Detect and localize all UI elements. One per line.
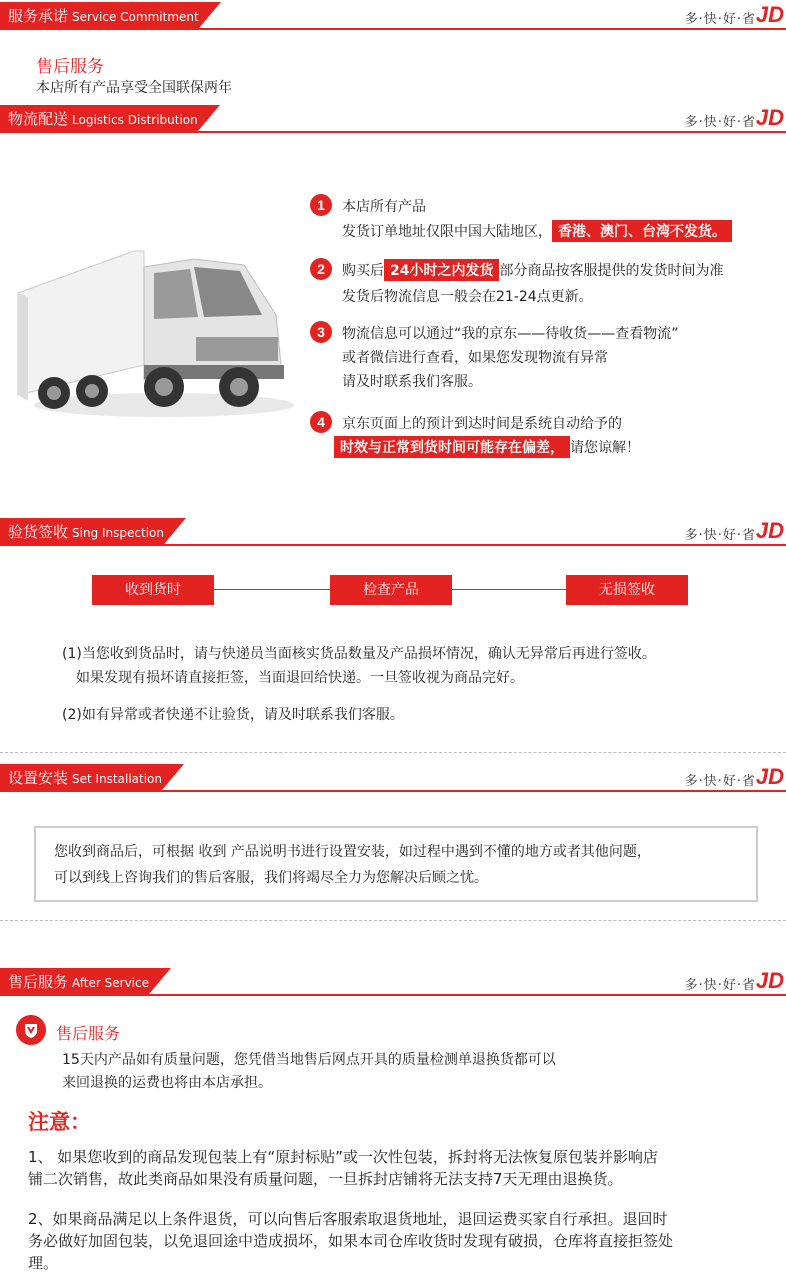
step-receive: 收到货时 bbox=[92, 575, 214, 605]
step-sign: 无损签收 bbox=[566, 575, 688, 605]
after-service-header: 售后服务 After Service 多·快·好·省 JD bbox=[0, 968, 786, 996]
truck-image bbox=[14, 245, 294, 425]
step-number-4: 4 bbox=[310, 411, 332, 433]
install-box bbox=[34, 826, 758, 902]
notice-title: 注意： bbox=[28, 1110, 91, 1134]
section-tab: 验货签收 Sing Inspection bbox=[0, 518, 164, 544]
jd-logo: JD bbox=[755, 2, 784, 27]
section-tab: 售后服务 After Service bbox=[0, 968, 149, 994]
after-heading: 售后服务 bbox=[56, 1024, 121, 1043]
service-text: 本店所有产品享受全国联保两年 bbox=[36, 80, 232, 96]
highlight-no-ship: 香港、澳门、台湾不发货。 bbox=[552, 220, 732, 242]
install-header: 设置安装 Set Installation 多·快·好·省 JD bbox=[0, 764, 786, 792]
section-tab: 服务承诺 Service Commitment bbox=[0, 2, 199, 28]
shield-icon bbox=[16, 1015, 46, 1045]
step-number-1: 1 bbox=[310, 194, 332, 216]
slogan: 多·快·好·省 bbox=[684, 12, 756, 27]
section-tab: 设置安装 Set Installation bbox=[0, 764, 162, 790]
service-heading: 售后服务 bbox=[36, 57, 104, 77]
step-number-3: 3 bbox=[310, 321, 332, 343]
logistics-header: 物流配送 Logistics Distribution 多·快·好·省 JD bbox=[0, 105, 786, 133]
step-check: 检查产品 bbox=[330, 575, 452, 605]
inspection-header: 验货签收 Sing Inspection 多·快·好·省 JD bbox=[0, 518, 786, 546]
highlight-deviation: 时效与正常到货时间可能存在偏差， bbox=[334, 436, 570, 458]
step-number-2: 2 bbox=[310, 258, 332, 280]
section-tab: 物流配送 Logistics Distribution bbox=[0, 105, 198, 131]
service-commitment-header bbox=[0, 2, 786, 30]
highlight-24h: 24小时之内发货 bbox=[384, 259, 499, 281]
